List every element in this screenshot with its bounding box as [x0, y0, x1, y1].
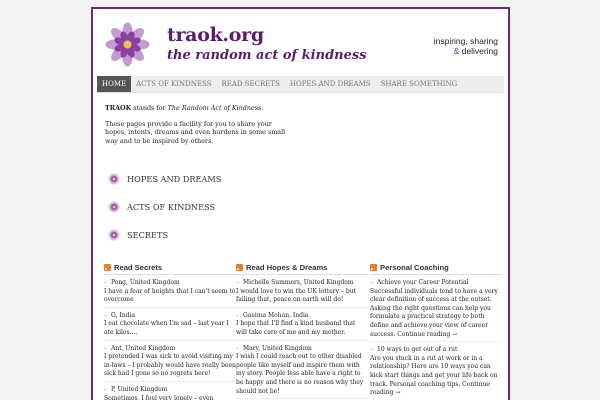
- entry-text: I wish I could reach out to other disabled people like myself and inspire them with my story. People less able have a right to be happy and there is no reason why they should not be!: [236, 353, 364, 395]
- site-tagline: the random act of kindness: [167, 48, 367, 63]
- nav-item-acts-of-kindness[interactable]: ACTS OF KINDNESS: [136, 80, 212, 88]
- entry-author: – Gaeima Mohan, India: [236, 312, 368, 321]
- entry-text: I hope that I'll find a kind husband that will take care of me and my mother.: [236, 320, 356, 336]
- slogan-line2-text: delivering: [461, 46, 498, 56]
- feature-link-label: ACTS OF KINDNESS: [127, 202, 216, 212]
- list-item[interactable]: [104, 312, 236, 341]
- column-title: Read Secrets: [114, 263, 163, 272]
- entry-text: Are you stuck in a rut at work or in a relationship? Here are 10 ways you can kick start things and get your life back on track. Personal coaching tips. Continue reading →: [370, 354, 498, 397]
- intro-stands-for: stands for: [131, 104, 168, 112]
- flower-icon: [108, 229, 120, 241]
- entry-author: – Mary, United Kingdom: [236, 345, 368, 354]
- intro-expansion: The Random Act of Kindness.: [167, 104, 264, 112]
- feature-link-acts-of-kindness[interactable]: [108, 193, 221, 221]
- entry-text: Successful individuals tend to have a very clear definition of success at the outset. Asking the right questions can help you formulate a practical strategy to both define and achieve your view of career success. Continue reading →: [370, 287, 498, 338]
- entry-author: – P, United Kingdom: [104, 386, 236, 395]
- feature-link-hopes-and-dreams[interactable]: [108, 165, 221, 193]
- list-item[interactable]: [370, 279, 502, 342]
- rss-icon[interactable]: [370, 264, 377, 271]
- main-nav: [97, 76, 504, 93]
- slogan-line2: [434, 46, 498, 56]
- feature-links: [108, 165, 221, 249]
- column-title: Personal Coaching: [380, 263, 449, 272]
- feature-link-label: SECRETS: [127, 230, 169, 240]
- logo-flower-icon[interactable]: [105, 22, 150, 67]
- list-item[interactable]: [104, 386, 236, 400]
- entry-author: – Ant, United Kingdom: [104, 345, 236, 354]
- entry-title[interactable]: – Achieve your Career Potential: [370, 279, 502, 288]
- entry-title[interactable]: – 10 ways to get out of a rut: [370, 346, 502, 355]
- intro-paragraph-2: These pages provide a facility for you to share your hopes, intents, dreams and even burdens in some small way and to be inspired by others.: [105, 119, 286, 145]
- read-hopes-dreams-column: [236, 263, 368, 399]
- nav-item-hopes-and-dreams[interactable]: HOPES AND DREAMS: [289, 80, 371, 88]
- entry-text: I pretended I was sick to avoid visiting my in-laws – I probably would have really been sick had I gone so no regrets here!: [104, 353, 236, 378]
- entry-text: I would love to win the UK lottery – but failing that, peace on earth will do!: [236, 287, 356, 304]
- flower-icon: [108, 201, 120, 213]
- list-item[interactable]: [104, 279, 236, 308]
- flower-icon: [108, 173, 120, 185]
- entry-author: – G, India: [104, 312, 236, 321]
- list-item[interactable]: [236, 312, 368, 341]
- list-item[interactable]: [236, 345, 368, 400]
- intro-paragraph-1: [105, 104, 290, 113]
- rss-icon[interactable]: [104, 264, 111, 271]
- intro-brand: TRAOK: [105, 104, 132, 112]
- entry-text: Sometimes, I feel very lonely – even: [104, 394, 214, 400]
- rss-icon[interactable]: [236, 264, 243, 271]
- entry-author: – Peng, United Kingdom: [104, 279, 236, 288]
- slogan-line1: inspiring, sharing: [433, 36, 498, 46]
- nav-item-home[interactable]: HOME: [97, 76, 131, 92]
- nav-item-share-something[interactable]: SHARE SOMETHING: [380, 80, 458, 88]
- column-heading[interactable]: [236, 263, 368, 275]
- entry-text: I have a fear of heights that I can't seem to overcome: [104, 287, 236, 304]
- header-slogan: [434, 36, 498, 56]
- entry-author: – Michelle Summers, United Kingdom: [236, 279, 368, 288]
- column-heading[interactable]: [104, 263, 236, 275]
- intro-text: [105, 104, 290, 152]
- slogan-ampersand: &: [453, 46, 460, 56]
- feature-link-secrets[interactable]: [108, 221, 221, 249]
- column-title: Read Hopes & Dreams: [246, 263, 328, 272]
- list-item[interactable]: [370, 346, 502, 400]
- entry-text: I eat chocolate when I'm sad – last year I ate kilos….: [104, 320, 229, 336]
- column-heading[interactable]: [370, 263, 502, 275]
- feature-link-label: HOPES AND DREAMS: [127, 174, 222, 184]
- personal-coaching-column: [370, 263, 502, 400]
- list-item[interactable]: [236, 279, 368, 308]
- site-title[interactable]: traok.org: [167, 24, 264, 46]
- nav-item-read-secrets[interactable]: READ SECRETS: [221, 80, 280, 88]
- list-item[interactable]: [104, 345, 236, 382]
- read-secrets-column: [104, 263, 236, 400]
